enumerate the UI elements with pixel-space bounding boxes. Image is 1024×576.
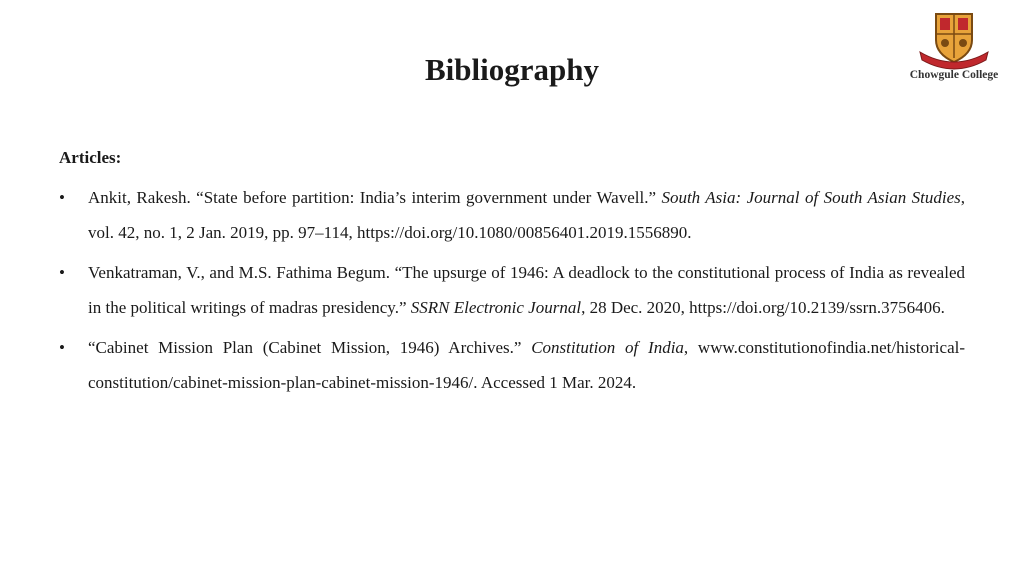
reference-source: SSRN Electronic Journal — [410, 298, 582, 317]
reference-item — [59, 180, 965, 250]
logo-caption: Chowgule College — [909, 69, 999, 81]
reference-text: Ankit, Rakesh. “State before partition: India’s interim government under Wavell.” — [88, 188, 662, 207]
page-title: Bibliography — [425, 52, 599, 87]
college-crest-icon — [898, 10, 1010, 70]
reference-item — [59, 255, 965, 325]
college-logo — [898, 10, 1010, 88]
bullet: • — [59, 188, 65, 207]
reference-text: “Cabinet Mission Plan (Cabinet Mission, 1946) Archives.” — [88, 338, 532, 357]
bullet: • — [59, 263, 65, 282]
reference-text: Venkatraman, V., and M.S. Fathima Begum. “The upsurge of 1946: A deadlock to the constitutional process of India as revealed in the political writings of madras presidency.” — [88, 263, 965, 317]
reference-list — [59, 180, 965, 405]
reference-details: , www.constitutionofindia.net/historical-constitution/cabinet-mission-plan-cabinet-mission-1946/. Accessed 1 Mar. 2024. — [88, 338, 965, 392]
reference-details: , vol. 42, no. 1, 2 Jan. 2019, pp. 97–114, https://doi.org/10.1080/00856401.2019.1556890. — [88, 188, 965, 242]
reference-source: Constitution of India — [531, 338, 684, 357]
bullet: • — [59, 338, 65, 357]
reference-item — [59, 330, 965, 400]
reference-source: South Asia: Journal of South Asian Studies — [661, 188, 961, 207]
section-heading: Articles: — [59, 148, 122, 167]
reference-details: , 28 Dec. 2020, https://doi.org/10.2139/ssrn.3756406. — [581, 298, 945, 317]
